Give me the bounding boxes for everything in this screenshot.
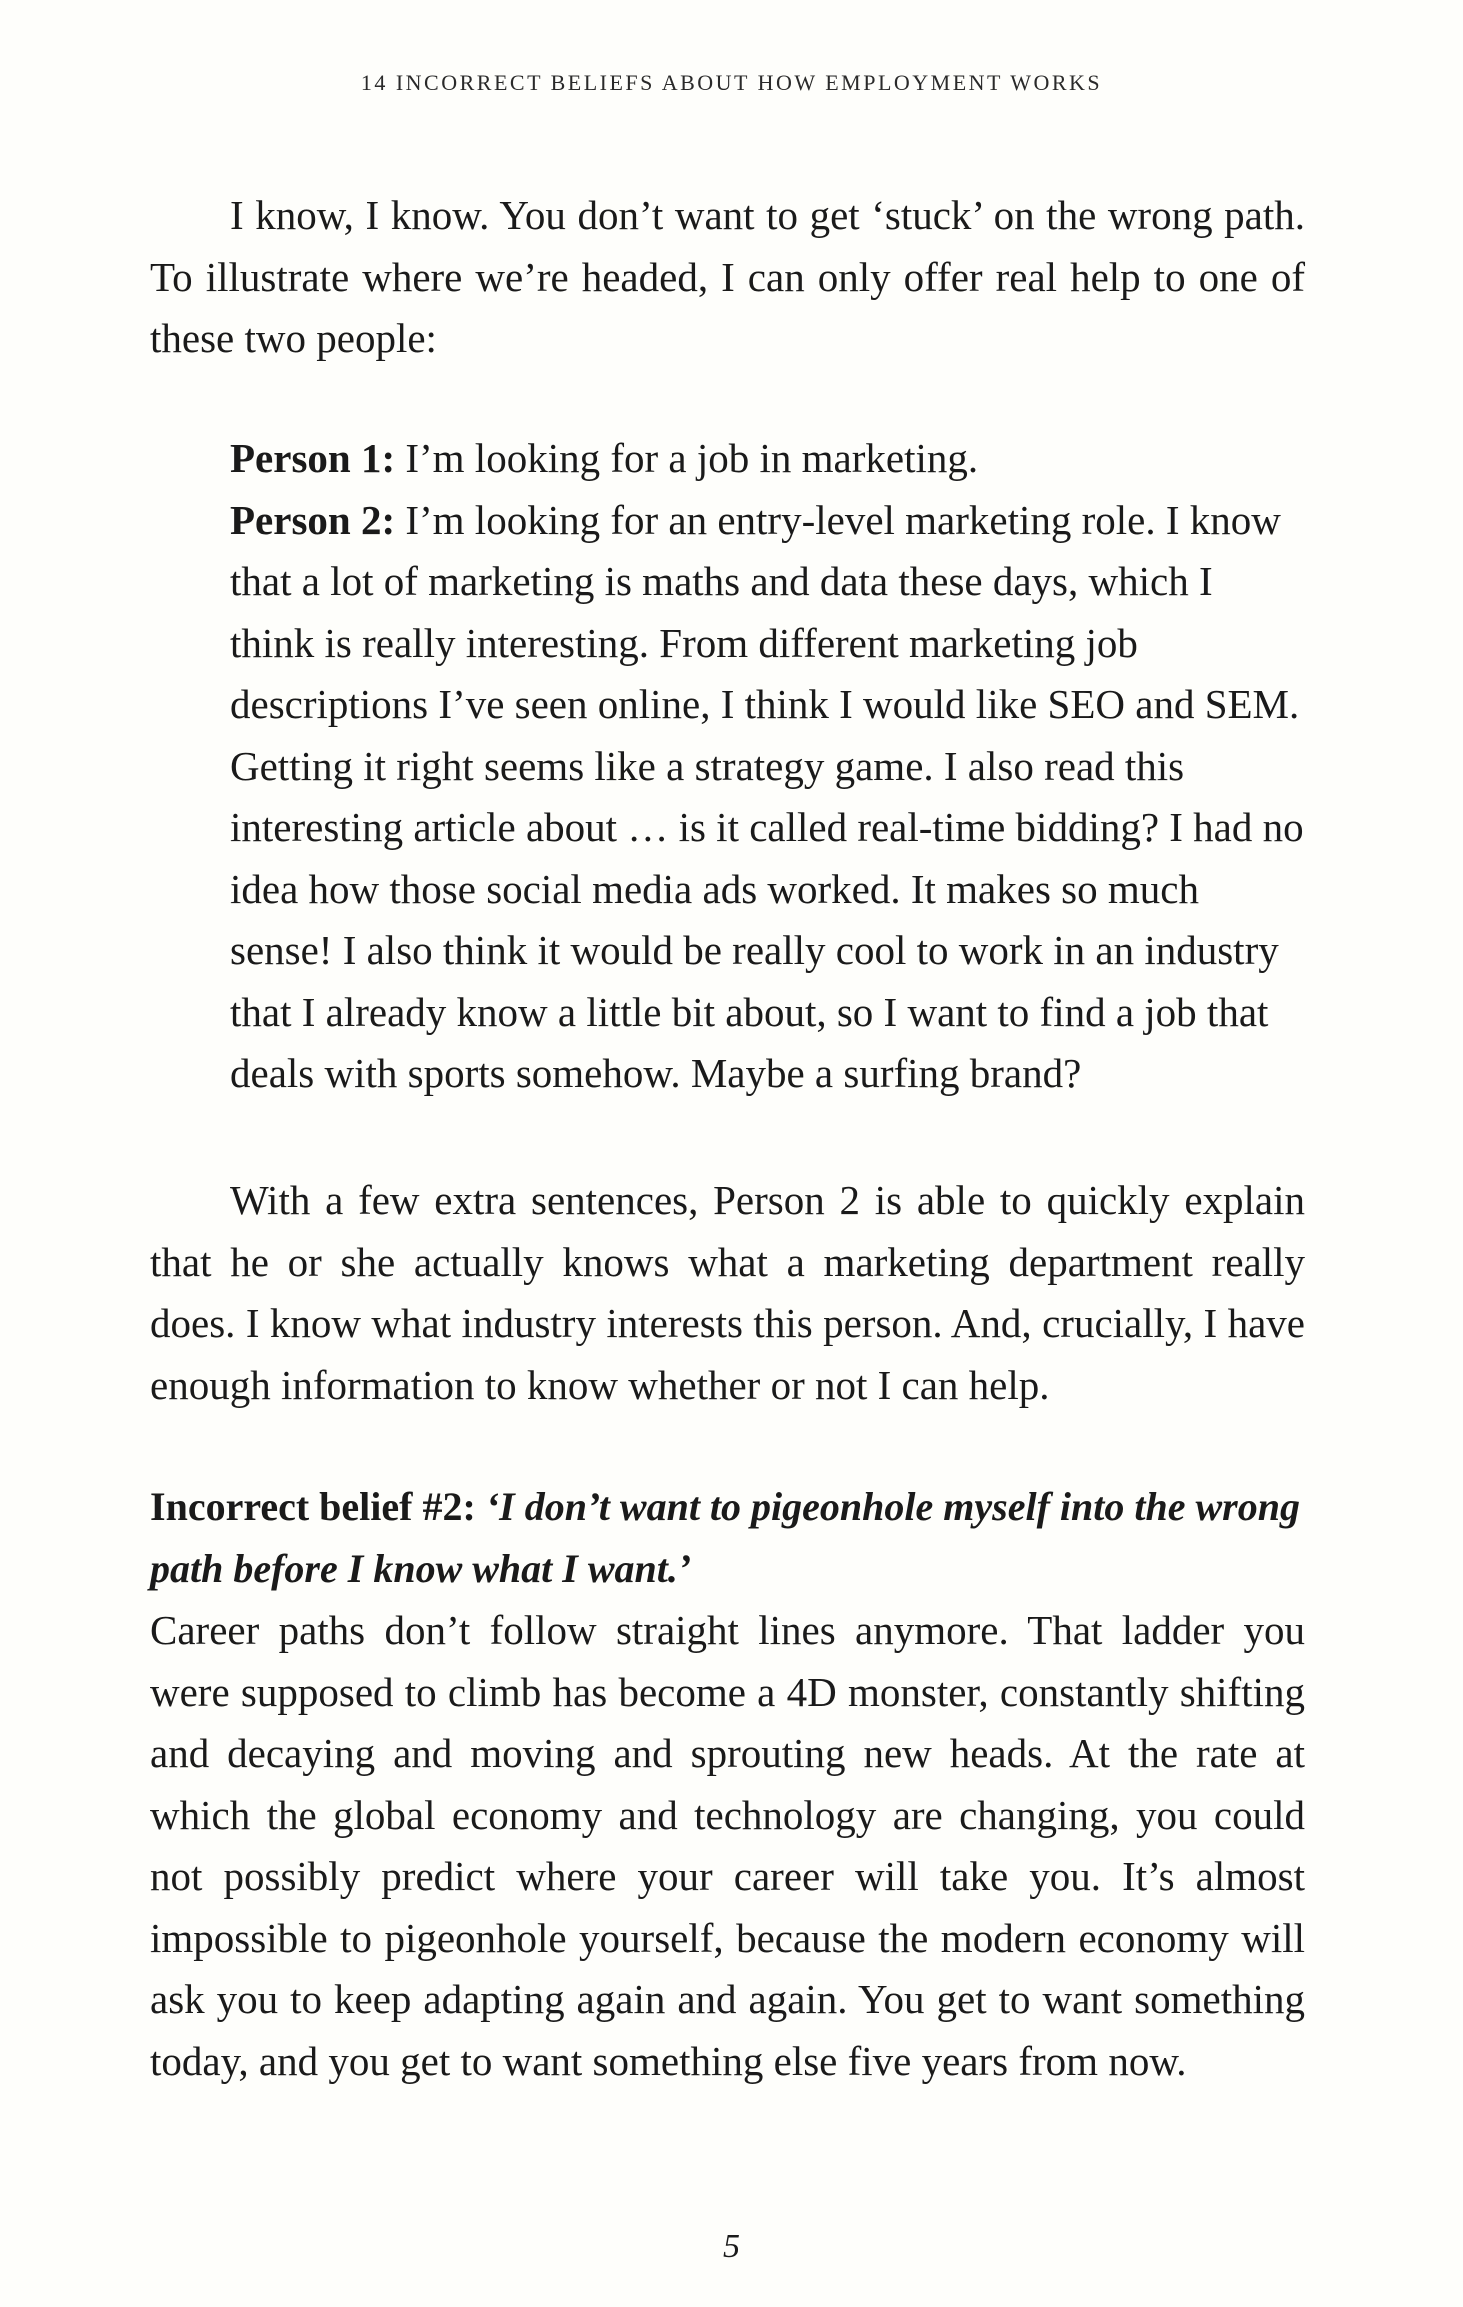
person-1-line <box>230 428 1305 490</box>
section-heading <box>150 1476 1305 1600</box>
person-2-speaker: Person 2: <box>230 496 396 543</box>
section-label: Incorrect belief #2: <box>150 1484 476 1529</box>
section-quote: ‘I don’t want to pigeonhole myself into the wrong path before I know what I want.’ <box>150 1484 1300 1591</box>
section-body: Career paths don’t follow straight lines anymore. That ladder you were supposed to climb has become a 4D monster, constantly shifting and decaying and moving and sprouting new heads. At the rate at which the global economy and technology are changing, you could not possibly predict where your career will take you. It’s almost impossible to pigeonhole yourself, because the modern economy will ask you to keep adapting again and again. You get to want something today, and you get to want something else five years from now. <box>150 1607 1305 2084</box>
followup-paragraph: With a few extra sentences, Person 2 is able to quickly explain that he or she actually knows what a marketing department really does. I know what industry interests this person. And, crucially, I have enough information to know whether or not I can help. <box>150 1177 1305 1408</box>
page-number: 5 <box>723 2228 740 2265</box>
person-2-text: I’m looking for an entry-level marketing role. I know that a lot of marketing is maths and data these days, which I think is really interesting. From different marketing job descriptions I’ve seen online, I think I would like SEO and SEM. Getting it right seems like a strategy game. I also read this interesting article about … is it called real-time bidding? I had no idea how those social media ads worked. It makes so much sense! I also think it would be really cool to work in an industry that I already know a little bit about, so I want to find a job that deals with sports somehow. Maybe a surfing brand? <box>230 496 1304 1096</box>
example-dialogue <box>230 428 1305 1105</box>
person-2-line <box>230 490 1305 1105</box>
running-head: 14 INCORRECT BELIEFS ABOUT HOW EMPLOYMENT WORKS <box>360 70 1103 95</box>
person-1-text: I’m looking for a job in marketing. <box>395 435 979 481</box>
person-1-speaker: Person 1: <box>230 435 396 481</box>
intro-paragraph: I know, I know. You don’t want to get ‘stuck’ on the wrong path. To illustrate where we’re headed, I can only offer real help to one of these two people: <box>150 192 1305 361</box>
